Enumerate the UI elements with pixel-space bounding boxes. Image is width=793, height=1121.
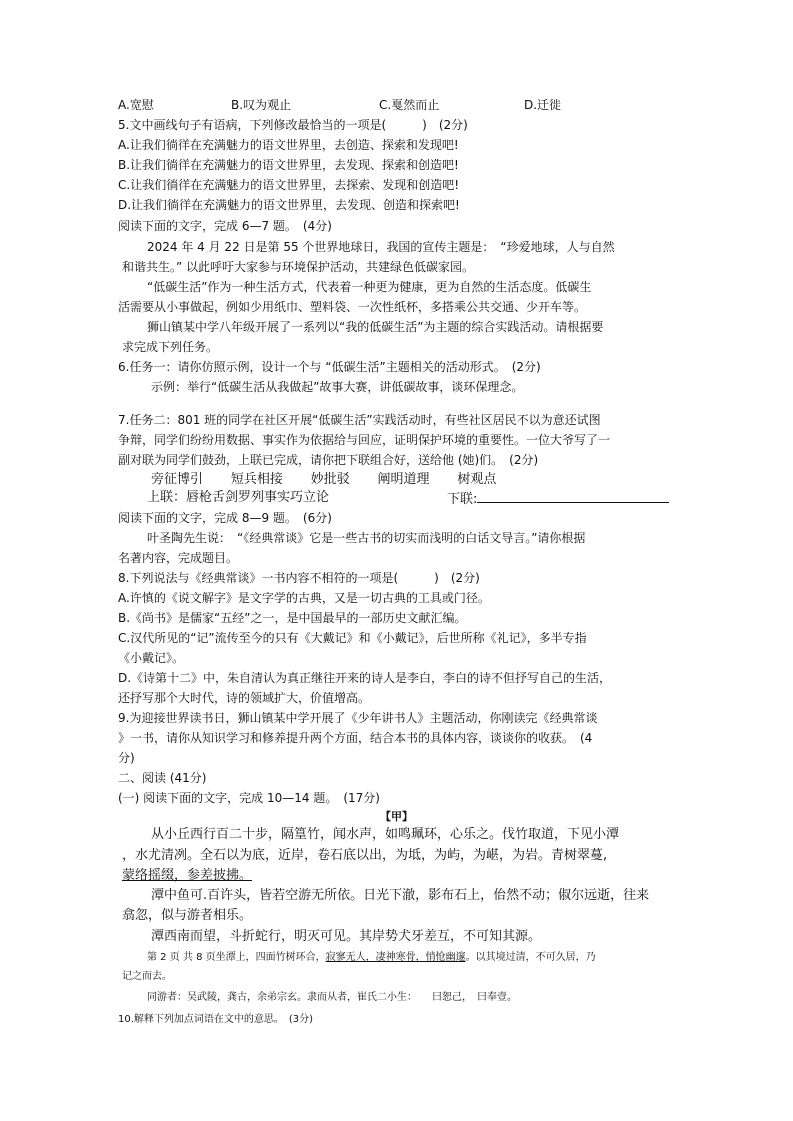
q6-stem: 6.任务一：请你仿照示例，设计一个与 “低碳生活”主题相关的活动形式。 (2分): [118, 360, 541, 374]
q7-lower-label: 下联:: [447, 492, 478, 507]
q7-line3: 副对联为同学们鼓劲，上联已完成，请你把下联组合好，送给他 (她)们。 (2分): [118, 453, 539, 467]
passage-line-with-page-footer: [147, 951, 596, 965]
q8-option-d-cont: 还抒写那个大时代，诗的领域扩大，价值增高。: [118, 691, 371, 705]
q7-word: 妙批驳: [310, 472, 350, 487]
q5-stem: 5.文中画线句子有语病，下列修改最恰当的一项是( ) (2分): [118, 118, 468, 132]
passage-jia-label: 【甲】: [380, 810, 413, 823]
q8-option-b: B.《尚书》是儒家“五经”之一，是中国最早的一部历史文献汇编。: [118, 611, 467, 625]
q7-word: 旁征博引: [151, 472, 204, 487]
reading-6-7-p3-cont: 求完成下列任务。: [122, 340, 219, 354]
reading-6-7-p2-cont: 活需要从小事做起，例如少用纸巾、塑料袋、一次性纸杯，多搭乘公共交通、少开车等。: [118, 300, 587, 314]
reading-8-9-intro: 阅读下面的文字，完成 8—9 题。 (6分): [118, 511, 332, 525]
q8-option-c: C.汉代所见的“记”流传至今的只有《大戴记》和《小戴记》，后世所称《礼记》，多半专指: [118, 631, 587, 645]
q9-line2: 》一书，请你从知识学习和修养提升两个方面，结合本书的具体内容，谈谈你的收获。 (4: [118, 731, 593, 745]
section-2-subtitle: (一) 阅读下面的文字，完成 10—14 题。 (17分): [118, 791, 380, 805]
reading-6-7-p1: 2024 年 4 月 22 日是第 55 个世界地球日，我国的宣传主题是： “珍爱地球，人与自然: [147, 240, 615, 254]
q4-option-a: A.宽慰: [118, 98, 154, 112]
passage-line: 从小丘西行百二十步，隔篁竹，闻水声，如鸣珮环，心乐之。伐竹取道，下见小潭: [151, 827, 620, 842]
q5-option-b: B.让我们徜徉在充满魅力的语文世界里，去发现、探索和创造吧!: [118, 158, 459, 172]
passage-line: 潭西南而望，斗折蛇行，明灭可见。其岸势犬牙差互，不可知其源。: [151, 929, 542, 944]
reading-8-9-quote: 叶圣陶先生说： “《经典常谈》它是一些古书的切实而浅明的白话文导言。”请你根据: [147, 531, 586, 545]
reading-6-7-p3: 狮山镇某中学八年级开展了一系列以“我的低碳生活”为主题的综合实践活动。请根据要: [147, 320, 604, 334]
q7-word: 树观点: [457, 472, 497, 487]
q7-upper-couplet: 上联：唇枪舌剑罗列事实巧立论: [147, 490, 330, 505]
q7-line2: 争辩，同学们纷纷用数据、事实作为依据给与回应，证明保护环境的重要性。一位大爷写了一: [118, 433, 611, 447]
q8-option-a: A.许慎的《说文解字》是文字学的古典，又是一切古典的工具或门径。: [118, 591, 490, 605]
q4-options: [118, 97, 678, 113]
passage-line: 潭中鱼可.百许头，皆若空游无所依。日光下澈，影布石上，佁然不动；俶尔远逝，往来: [151, 888, 650, 903]
q8-stem: 8.下列说法与《经典常谈》一书内容不相符的一项是( ) (2分): [118, 571, 480, 585]
passage-fragment: 第 2 页 共 8 页坐潭上，四面竹树环合，: [147, 952, 326, 963]
q4-option-b: B.叹为观止: [231, 98, 292, 112]
q6-example: 示例：举行“低碳生活从我做起”故事大赛，讲低碳故事，谈环保理念。: [151, 380, 524, 394]
passage-underlined-fragment: 寂寥无人，凄神寒骨，悄怆幽邃: [325, 952, 466, 963]
q7-lower-couplet: [447, 490, 669, 508]
reading-6-7-p2: “低碳生活”作为一种生活方式，代表着一种更为健康，更为自然的生活态度。低碳生: [147, 280, 592, 294]
q4-option-c: C.戛然而止: [379, 98, 440, 112]
reading-6-7-intro: 阅读下面的文字，完成 6—7 题。 (4分): [118, 219, 332, 233]
q9-line3: 分): [118, 751, 135, 765]
passage-line: ，水尤清冽。全石以为底，近岸，卷石底以出，为坻，为屿，为嵁，为岩。青树翠蔓,: [122, 848, 608, 863]
q7-line1: 7.任务二：801 班的同学在社区开展“低碳生活”实践活动时，有些社区居民不以为意还试图: [118, 413, 601, 427]
passage-line: 同游者：吴武陵，龚古，余弟宗玄。隶而从者，崔氏二小生： 曰恕己， 曰奉壹。: [147, 992, 517, 1003]
q8-option-c-cont: 《小戴记》。: [118, 651, 185, 665]
section-2-title: 二、阅读 (41分): [118, 771, 207, 785]
passage-line: 翕忽，似与游者相乐。: [122, 908, 253, 923]
q7-word: 短兵相接: [230, 472, 283, 487]
reading-8-9-quote-cont: 名著内容，完成题目。: [118, 551, 239, 565]
q5-option-a: A.让我们徜徉在充满魅力的语文世界里，去创造、探索和发现吧!: [118, 138, 459, 152]
reading-6-7-p1-cont: 和谐共生。” 以此呼吁大家参与环境保护活动，共建绿色低碳家园。: [122, 260, 475, 274]
q7-word-bank: [151, 471, 520, 488]
q9-line1: 9.为迎接世界读书日，狮山镇某中学开展了《少年讲书人》主题活动，你刚读完《经典常谈: [118, 711, 598, 725]
q7-answer-blank[interactable]: [477, 490, 669, 503]
q10-stem: 10.解释下列加点词语在文中的意思。 (3分): [118, 1014, 314, 1025]
q4-option-d: D.迁徙: [524, 98, 562, 112]
passage-line: 记之而去。: [122, 971, 172, 982]
q5-option-d: D.让我们徜徉在充满魅力的语文世界里，去发现、创造和探索吧!: [118, 198, 460, 212]
passage-underlined-line: 蒙络摇缀，参差披拂。: [122, 868, 253, 883]
q7-word: 阐明道理: [377, 472, 430, 487]
q5-option-c: C.让我们徜徉在充满魅力的语文世界里，去探索、发现和创造吧!: [118, 178, 460, 192]
q8-option-d: D.《诗第十二》中，朱自清认为真正继往开来的诗人是李白，李白的诗不但抒写自己的生活，: [118, 671, 612, 685]
passage-fragment: 。以其境过清，不可久居，乃: [465, 952, 596, 963]
